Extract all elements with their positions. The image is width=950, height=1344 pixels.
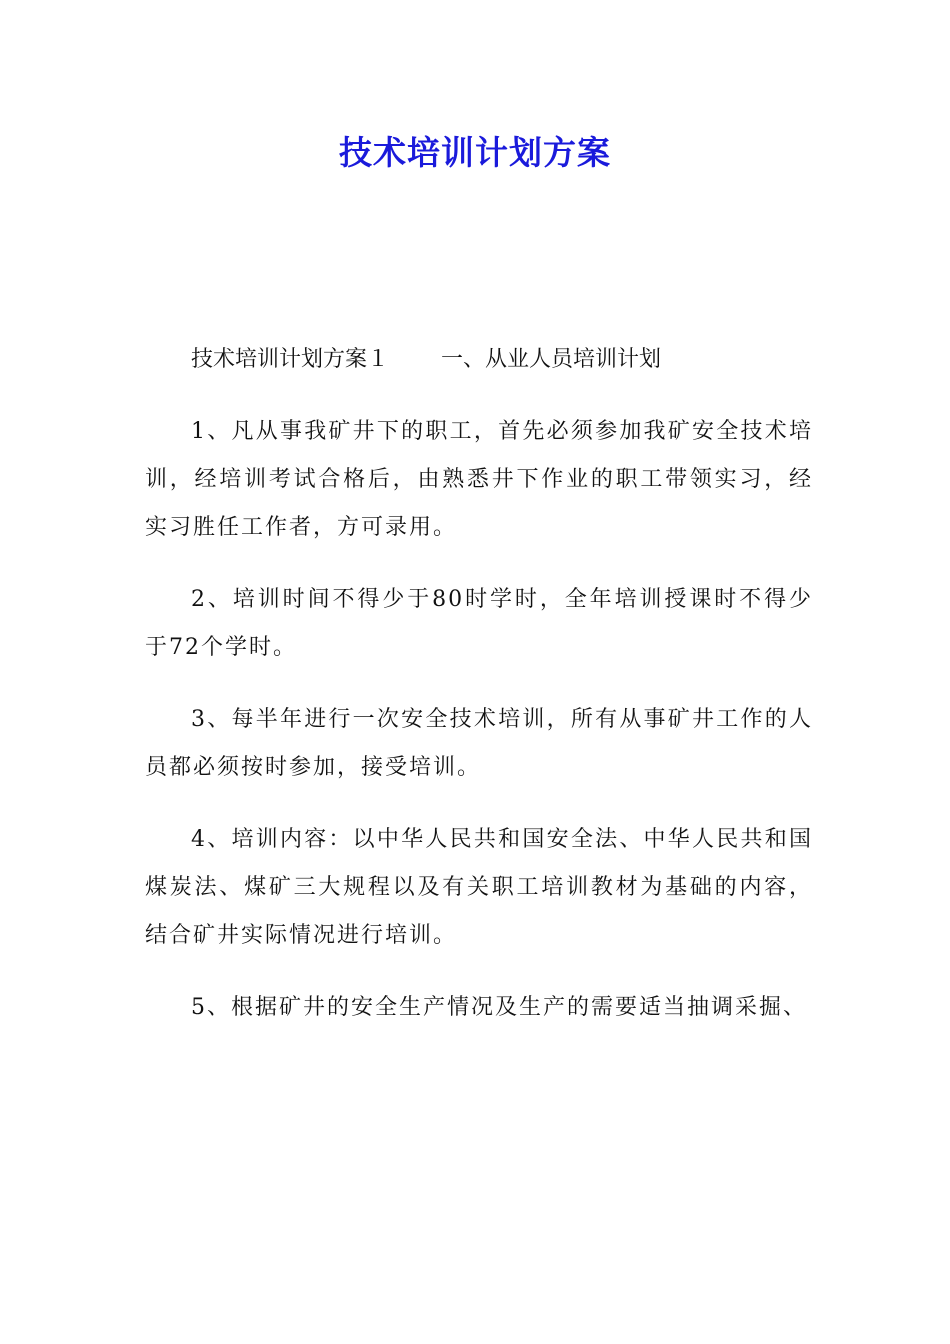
- document-title: 技术培训计划方案: [339, 133, 611, 172]
- paragraph-3: 3、每半年进行一次安全技术培训，所有从事矿井工作的人员都必须按时参加，接受培训。: [145, 707, 813, 780]
- intro-line: [145, 336, 813, 384]
- paragraph-5: 5、根据矿井的安全生产情况及生产的需要适当抽调采掘、: [191, 995, 807, 1020]
- paragraph-2: 2、培训时间不得少于80时学时，全年培训授课时不得少于72个学时。: [145, 587, 813, 660]
- paragraph-1: 1、凡从事我矿井下的职工，首先必须参加我矿安全技术培训，经培训考试合格后，由熟悉井下作业的职工带领实习，经实习胜任工作者，方可录用。: [145, 419, 813, 540]
- section-heading: 一、从业人员培训计划: [441, 347, 662, 372]
- document-body: [145, 336, 813, 1056]
- plan-label: 技术培训计划方案１: [191, 347, 390, 372]
- paragraph-4: 4、培训内容：以中华人民共和国安全法、中华人民共和国煤炭法、煤矿三大规程以及有关职工培训教材为基础的内容，结合矿井实际情况进行培训。: [145, 827, 813, 948]
